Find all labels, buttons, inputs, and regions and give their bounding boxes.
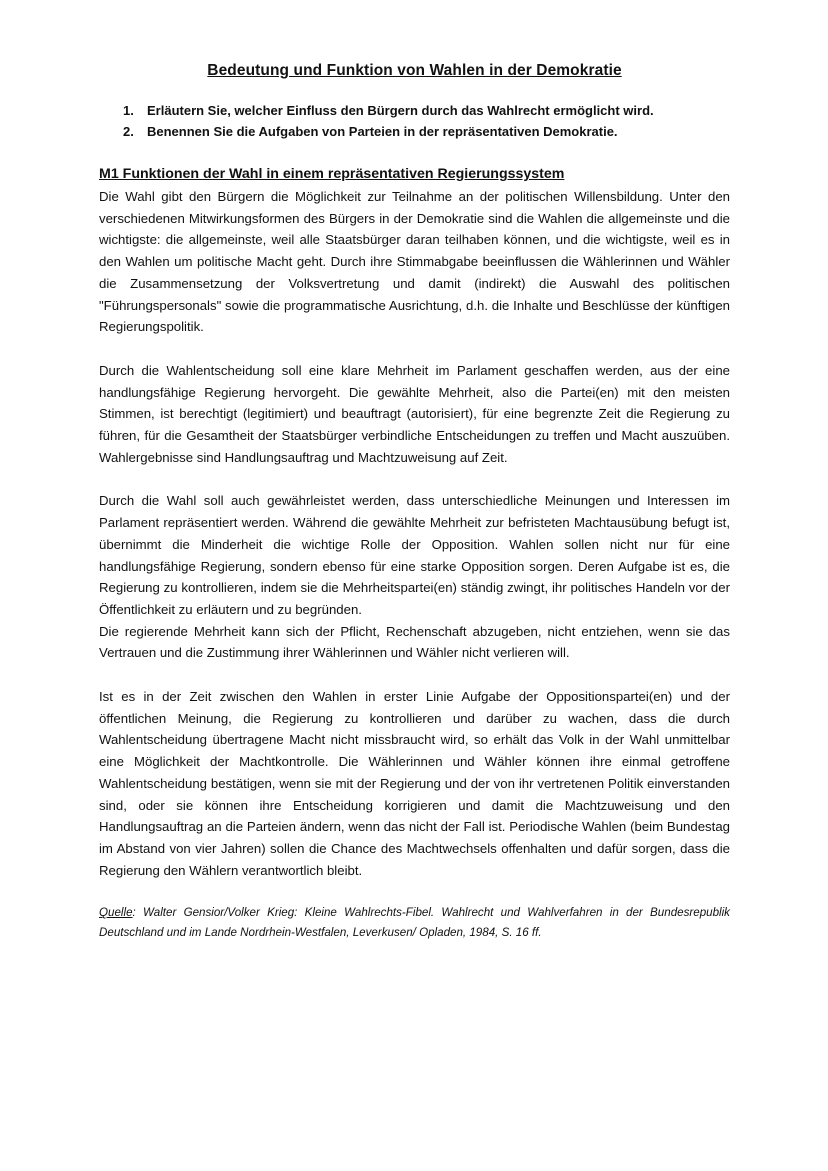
- section-heading: M1 Funktionen der Wahl in einem repräsentativen Regierungssystem: [99, 166, 565, 182]
- task-item: [99, 100, 730, 121]
- document-title: Bedeutung und Funktion von Wahlen in der Demokratie: [207, 62, 622, 79]
- task-number: 2.: [123, 124, 134, 139]
- paragraph-spacer: [99, 664, 730, 686]
- task-list: [99, 100, 730, 142]
- task-number: 1.: [123, 103, 134, 118]
- document-page: [99, 62, 730, 955]
- source-label: Quelle: [99, 906, 133, 920]
- source-separator: :: [132, 906, 144, 920]
- paragraph-2: Durch die Wahlentscheidung soll eine klare Mehrheit im Parlament geschaffen werden, aus der eine handlungsfähige Regierung hervorgeht. Die gewählte Mehrheit, also die Partei(en) mit den meisten Stimmen, ist berechtigt (legitimiert) und beauftragt (autorisiert), für eine begrenzte Zeit die Regierung zu führen, für die Gesamtheit der Staatsbürger verbindliche Entscheidungen zu treffen und Macht auszuüben. Wahlergebnisse sind Handlungsauftrag und Machtzuweisung auf Zeit.: [99, 362, 730, 465]
- paragraph-4: Die regierende Mehrheit kann sich der Pflicht, Rechenschaft abzugeben, nicht entziehen, wenn sie das Vertrauen und die Zustimmung ihrer Wählerinnen und Wähler nicht verlieren will.: [99, 623, 730, 661]
- paragraph-spacer: [99, 338, 730, 360]
- task-text: Benennen Sie die Aufgaben von Parteien in der repräsentativen Demokratie.: [147, 124, 618, 139]
- task-text: Erläutern Sie, welcher Einfluss den Bürgern durch das Wahlrecht ermöglicht wird.: [147, 103, 654, 118]
- source-text: Walter Gensior/Volker Krieg: Kleine Wahlrechts-Fibel. Wahlrecht und Wahlverfahren in der Bundesrepublik Deutschland und im Lande Nordrhein-Westfalen, Leverkusen/ Opladen, 1984, S. 16 ff.: [99, 906, 730, 940]
- paragraph-spacer: [99, 468, 730, 490]
- task-item: [99, 121, 730, 142]
- paragraph-3: Durch die Wahl soll auch gewährleistet werden, dass unterschiedliche Meinungen und Interessen im Parlament repräsentiert werden. Während die gewählte Mehrheit zur befristeten Machtausübung befugt ist, übernimmt die Minderheit die wichtige Rolle der Opposition. Wahlen sollen nicht nur für eine handlungsfähige Regierung, sondern ebenso für eine starke Opposition sorgen. Deren Aufgabe ist es, die Regierung zu kontrollieren, indem sie die Mehrheitspartei(en) ständig zwingt, ihr politisches Handeln vor der Öffentlichkeit zu erläutern und zu begründen.: [99, 493, 730, 617]
- source-citation: [99, 903, 730, 943]
- paragraph-1: Die Wahl gibt den Bürgern die Möglichkeit zur Teilnahme an der politischen Willensbildung. Unter den verschiedenen Mitwirkungsformen des Bürgers in der Demokratie sind die Wahlen die allgemeinste und die wichtigste: die allgemeinste, weil alle Staatsbürger daran teilhaben können, und die wichtigste, weil es in den Wahlen um politische Macht geht. Durch ihre Stimmabgabe beeinflussen die Wählerinnen und Wähler die Zusammensetzung der Volksvertretung und damit (indirekt) die Auswahl des politischen "Führungspersonals" sowie die programmatische Ausrichtung, d.h. die Inhalte und Beschlüsse der künftigen Regierungspolitik.: [99, 189, 730, 335]
- paragraph-5: Ist es in der Zeit zwischen den Wahlen in erster Linie Aufgabe der Oppositionspartei(en) und der öffentlichen Meinung, die Regierung zu kontrollieren und darüber zu wachen, dass die durch Wahlentscheidung übertragene Macht nicht missbraucht wird, so erhält das Volk in der Wahl unmittelbar eine Möglichkeit der Machtkontrolle. Die Wählerinnen und Wähler können ihre einmal getroffene Wahlentscheidung bestätigen, wenn sie mit der Regierung und der von ihr vertretenen Politik einverstanden sind, oder sie können ihre Entscheidung korrigieren und damit die Machtzuweisung und den Handlungsauftrag an die Parteien ändern, wenn das nicht der Fall ist. Periodische Wahlen (beim Bundestag im Abstand von vier Jahren) sollen die Chance des Machtwechsels offenhalten und dafür sorgen, dass die Regierung den Wählern verantwortlich bleibt.: [99, 689, 730, 878]
